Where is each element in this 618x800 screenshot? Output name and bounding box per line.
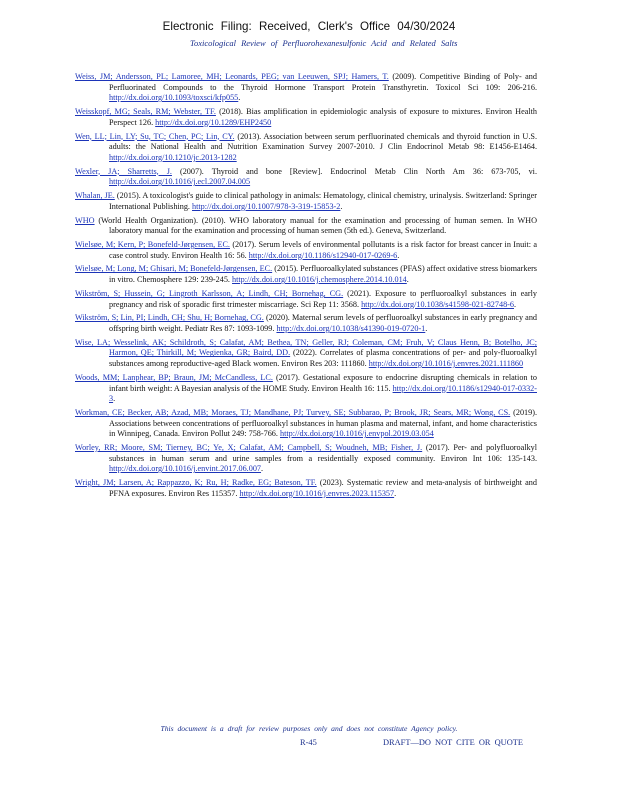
reference-doi-link[interactable]: http://dx.doi.org/10.1186/s12940-017-0269-6 (248, 250, 398, 260)
reference-doi-link[interactable]: http://dx.doi.org/10.1016/j.envpol.2019.03.054 (280, 429, 434, 439)
reference-author-link[interactable]: Wright, JM; Larsen, A; Rappazzo, K; Ru, H; Radke, EG; Bateson, TF. (75, 478, 317, 488)
reference-end-punct: . (514, 299, 517, 309)
reference-citation-text: (2017). Gestational exposure to endocrine disrupting chemicals in relation to infant birth weight: A Bayesian analysis of the HOME Study. Environ Health 16: 115. (109, 372, 537, 393)
reference-citation-text: (2021). Exposure to perfluoroalkyl substances in early pregnancy and risk of sporadic first trimester miscarriage. Sci Rep 11: 3568. (109, 288, 537, 309)
page-number: R-45 (300, 738, 317, 747)
reference-author-link[interactable]: Weisskopf, MG; Seals, RM; Webster, TF. (75, 107, 216, 117)
reference-entry (75, 443, 537, 475)
reference-doi-link[interactable]: http://dx.doi.org/10.1289/EHP2450 (155, 117, 272, 127)
reference-citation-text: (2007). Thyroid and bone [Review]. Endocrinol Metab Clin North Am 36: 673-705, vi. (171, 166, 537, 176)
reference-author-link[interactable]: Wielsøe, M; Kern, P; Bonefeld-Jørgensen, EC. (75, 240, 230, 249)
reference-citation-text: (2009). Competitive Binding of Poly- and Perfluorinated Compounds to the Thyroid Hormone Transport Protein Transthyretin. Toxicol Sci 109: 206-216. (109, 72, 537, 92)
reference-doi-link[interactable]: http://dx.doi.org/10.1007/978-3-319-15853-2 (192, 201, 341, 211)
reference-author-link[interactable]: Wen, LL; Lin, LY; Su, TC; Chen, PC; Lin, CY. (75, 131, 235, 141)
reference-end-punct: . (406, 275, 409, 285)
reference-citation-text: (World Health Organization). (2010). WHO laboratory manual for the examination and processing of human semen. In WHO laboratory manual for the examination and processing of human semen (5th ed.). Geneva, Switzerland. (94, 215, 537, 236)
reference-list (75, 72, 537, 503)
draft-notice: DRAFT—DO NOT CITE OR QUOTE (383, 738, 523, 747)
reference-citation-text: (2017). Per- and polyfluoroalkyl substances in human serum and urine samples from a residentially exposed community. Environ Int 106: 135-143. (109, 443, 537, 463)
reference-doi-link[interactable]: http://dx.doi.org/10.1016/j.chemosphere.2014.10.014 (232, 275, 407, 285)
reference-end-punct: . (340, 201, 343, 211)
reference-entry (75, 408, 537, 440)
reference-entry (75, 289, 537, 310)
reference-doi-link[interactable]: http://dx.doi.org/10.1016/j.envres.2023.115357 (239, 488, 395, 498)
reference-author-link[interactable]: Wikström, S; Lin, PI; Lindh, CH; Shu, H; Bornehag, CG. (75, 313, 264, 323)
reference-entry (75, 132, 537, 164)
reference-end-punct: . (425, 324, 428, 333)
reference-author-link[interactable]: Weiss, JM; Andersson, PL; Lamoree, MH; Leonards, PEG; van Leeuwen, SPJ; Hamers, T. (75, 72, 389, 81)
reference-entry (75, 478, 537, 499)
document-title: Toxicological Review of Perfluorohexanesulfonic Acid and Related Salts (190, 38, 458, 48)
reference-end-punct: . (261, 464, 264, 474)
reference-doi-link[interactable]: http://dx.doi.org/10.1038/s41390-019-0720-1 (276, 324, 426, 333)
reference-doi-link[interactable]: http://dx.doi.org/10.1038/s41598-021-82748-6 (361, 299, 514, 309)
reference-end-punct: . (238, 93, 241, 103)
reference-entry (75, 167, 537, 188)
reference-citation-text: (2015). Perfluoroalkylated substances (PFAS) affect oxidative stress biomarkers in vitro. Chemosphere 129: 239-245. (109, 264, 537, 285)
reference-end-punct: . (394, 488, 397, 498)
reference-entry (75, 373, 537, 405)
reference-entry (75, 313, 537, 334)
reference-author-link[interactable]: Wise, LA; Wesselink, AK; Schildroth, S; Calafat, AM; Bethea, TN; Geller, RJ; Coleman, CM; Fruh, V; Claus Henn, B; Botelho, JC; Harmon, QE; Thirkill, M; Wegienka, GR; Baird, DD. (75, 337, 537, 358)
reference-entry (75, 72, 537, 104)
reference-citation-text: (2018). Bias amplification in epidemiologic analysis of exposure to mixtures. Environ Health Perspect 126. (109, 107, 537, 127)
reference-doi-link[interactable]: http://dx.doi.org/10.1210/jc.2013-1282 (109, 152, 237, 162)
reference-doi-link[interactable]: http://dx.doi.org/10.1016/j.ecl.2007.04.005 (109, 177, 251, 187)
reference-entry (75, 107, 537, 128)
reference-citation-text: (2019). Associations between concentrations of perfluoroalkyl substances in human plasma and maternal, infant, and home characteristics in Winnipeg, Canada. Environ Pollut 249: 758-766. (109, 408, 538, 439)
reference-end-punct: . (113, 394, 116, 404)
reference-author-link[interactable]: Whalan, JE. (75, 191, 115, 201)
reference-citation-text: (2020). Maternal serum levels of perfluoroalkyl substances in early pregnancy and offspring birth weight. Pediatr Res 87: 1093-1099. (109, 313, 538, 333)
reference-doi-link[interactable]: http://dx.doi.org/10.1186/s12940-017-0332-3 (109, 383, 537, 404)
draft-disclaimer: This document is a draft for review purposes only and does not constitute Agency policy. (160, 724, 458, 733)
reference-author-link[interactable]: WHO (75, 215, 95, 225)
filing-stamp: Electronic Filing: Received, Clerk's Office 04/30/2024 (162, 20, 456, 33)
reference-citation-text: (2015). A toxicologist's guide to clinical pathology in animals: Hematology, clinical chemistry, urinalysis. Switzerland: Springer International Publishing. (109, 191, 538, 211)
reference-author-link[interactable]: Workman, CE; Becker, AB; Azad, MB; Moraes, TJ; Mandhane, PJ; Turvey, SE; Subbarao, P; Brook, JR; Sears, MR; Wong, CS. (75, 408, 511, 417)
reference-author-link[interactable]: Worley, RR; Moore, SM; Tierney, BC; Ye, X; Calafat, AM; Campbell, S; Woudneh, MB; Fisher, J. (75, 443, 423, 453)
reference-doi-link[interactable]: http://dx.doi.org/10.1016/j.envres.2021.111860 (368, 359, 524, 369)
reference-citation-text: (2022). Correlates of plasma concentrations of per- and poly-fluoroalkyl substances among reproductive-aged Black women. Environ Res 203: 111860. (109, 348, 537, 369)
reference-author-link[interactable]: Woods, MM; Lanphear, BP; Braun, JM; McCandless, LC. (75, 372, 273, 382)
reference-entry (75, 240, 537, 261)
reference-author-link[interactable]: Wielsøe, M; Long, M; Ghisari, M; Bonefeld-Jørgensen, EC. (75, 264, 273, 274)
reference-end-punct: . (397, 250, 400, 260)
reference-citation-text: (2017). Serum levels of environmental pollutants is a risk factor for breast cancer in Inuit: a case control study. Environ Health 16: 56. (109, 240, 537, 260)
reference-entry (75, 191, 537, 212)
reference-doi-link[interactable]: http://dx.doi.org/10.1093/toxsci/kfp055 (109, 93, 239, 103)
reference-entry (75, 338, 537, 370)
reference-author-link[interactable]: Wikström, S; Hussein, G; Lingroth Karlsson, A; Lindh, CH; Bornehag, CG. (75, 288, 344, 298)
reference-author-link[interactable]: Wexler, JA; Sharretts, J. (75, 166, 172, 176)
reference-citation-text: (2013). Association between serum perfluorinated chemicals and thyroid function in U.S. adults: the National Health and Nutrition Examination Survey 2007-2010. J Clin Endocrinol Metab 98: E1456-E1464. (109, 131, 537, 152)
reference-entry (75, 216, 537, 237)
reference-citation-text: (2023). Systematic review and meta-analysis of birthweight and PFNA exposures. Environ Res 115357. (109, 478, 537, 498)
reference-doi-link[interactable]: http://dx.doi.org/10.1016/j.envint.2017.06.007 (109, 464, 262, 474)
reference-entry (75, 264, 537, 285)
